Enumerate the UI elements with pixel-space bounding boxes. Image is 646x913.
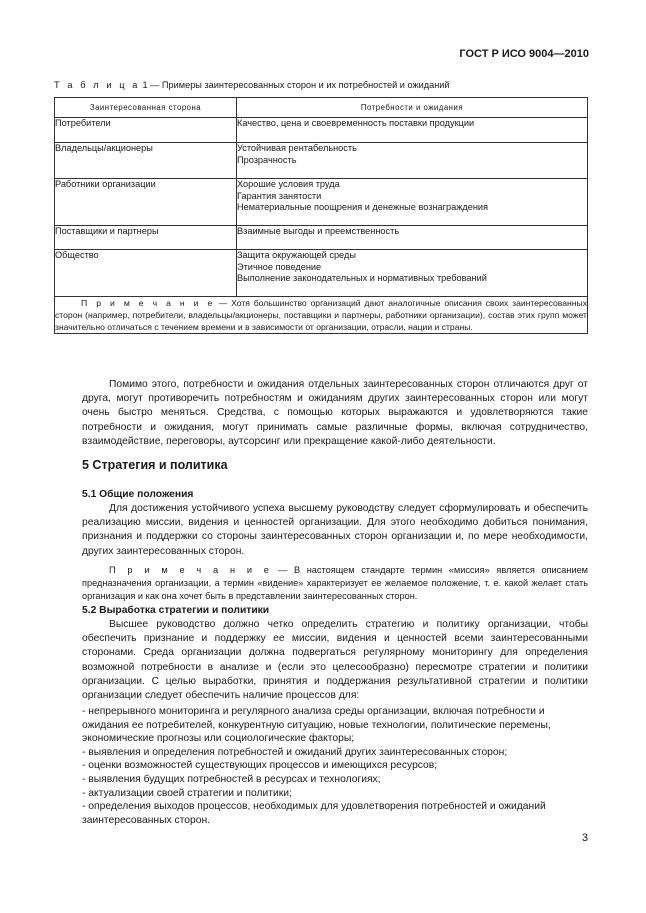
table-cell-party: Поставщики и партнеры [55, 226, 237, 250]
paragraph-text: Высшее руководство должно четко определить стратегию и политику организации, чтобы обеспечить признание и поддержку ее миссии, видения и ценностей всеми заинтересованными сторонами. Среда организации должна подвергаться регулярному мониторингу для определения возможной потребности в анализе и (если это целесообразно) пересмотре стратегии и политики организации. С целью выработки, принятия и поддержания результативной стратегии и политики организации следует обеспечить наличие процессов для: [82, 619, 588, 702]
list-item: - выявления и определения потребностей и ожиданий других заинтересованных сторон; [82, 746, 508, 758]
table-row [55, 250, 588, 297]
process-list [82, 705, 588, 827]
needs-line: Устойчивая рентабельность [237, 143, 357, 153]
section-5-1-heading: 5.1 Общие положения [82, 489, 194, 500]
table-note [55, 297, 588, 334]
table-note-text: — Хотя большинство организаций дают аналогичные описания своих заинтересованных сторон (например, потребители, владельцы/акционеры, поставщики и партнеры, работники организации), состав этих групп может значительно отличаться с течением времени и в зависимости от организации, отрасли, нации и страны. [55, 298, 587, 332]
table-caption-prefix: Т а б л и ц а [54, 80, 140, 90]
page-number: 3 [581, 832, 588, 844]
needs-line: Этичное поведение [237, 261, 322, 272]
needs-line: Гарантия занятости [237, 190, 322, 201]
table-cell-needs [237, 143, 588, 179]
standard-designation: ГОСТ Р ИСО 9004—2010 [459, 48, 589, 60]
paragraph-stakeholder-needs [82, 378, 588, 449]
table-cell-needs [237, 250, 588, 297]
paragraph-text: Помимо этого, потребности и ожидания отдельных заинтересованных сторон отличаются друг от друга, могут противоречить потребностям и ожиданиям других заинтересованных сторон или могут очень быстро меняться. Средства, с помощью которых выражаются и удовлетворяются такие потребности и ожидания, могут принимать самые различные формы, включая сотрудничество, взаимодействие, переговоры, аутсорсинг или прекращение какой-либо деятельности. [82, 379, 588, 447]
note-text: — В настоящем стандарте термин «миссия» является описанием предназначения организации, а термин «видение» характеризует ее желаемое положение, т. е. какой желает стать организация и как она хочет быть в представлении заинтересованных сторон. [82, 565, 588, 601]
table-row [55, 118, 588, 143]
table-cell-party: Потребители [55, 118, 237, 143]
list-item: - актуализации своей стратегии и политики; [82, 787, 292, 799]
list-item: - оценки возможностей существующих процессов и имеющихся ресурсов; [82, 760, 438, 772]
list-item: - выявления будущих потребностей в ресурсах и технологиях; [82, 773, 381, 785]
table-caption [54, 80, 450, 90]
stakeholders-table [54, 97, 588, 334]
table-caption-text: 1 — Примеры заинтересованных сторон и их потребностей и ожиданий [139, 80, 450, 90]
section-5-heading: 5 Стратегия и политика [82, 458, 228, 472]
list-item: - непрерывного мониторинга и регулярного анализа среды организации, включая потребности и ожидания ее потребителей, конкурентную ситуацию, новые технологии, политические перемены, экономические прогнозы или социологические факторы; [82, 706, 551, 745]
table-cell-needs [237, 118, 588, 143]
table-cell-needs [237, 179, 588, 226]
section-5-1-note [82, 564, 588, 602]
list-item: - определения выходов процессов, необходимых для удовлетворения потребностей и ожиданий заинтересованных сторон. [82, 801, 546, 826]
paragraph-text: Для достижения устойчивого успеха высшему руководству следует сформулировать и обеспечить реализацию миссии, видения и ценностей организации. Для этого необходимо добиться понимания, признания и поддержки со стороны заинтересованных сторон организации и, по мере необходимости, других заинтересованных сторон. [82, 503, 588, 557]
table-cell-party: Общество [55, 250, 237, 297]
needs-line: Защита окружающей среды [237, 250, 356, 260]
needs-line: Качество, цена и своевременность поставки продукции [237, 118, 475, 128]
needs-line: Хорошие условия труда [237, 179, 340, 189]
table-cell-party: Работники организации [55, 179, 237, 226]
needs-line: Нематериальные поощрения и денежные вознаграждения [237, 202, 488, 212]
table-note-row [55, 297, 588, 334]
section-5-1-body [82, 502, 588, 559]
table-header-party: Заинтересованная сторона [55, 98, 237, 118]
table-note-prefix: П р и м е ч а н и е [81, 298, 215, 308]
needs-line: Прозрачность [237, 154, 297, 165]
needs-line: Взаимные выгоды и преемственность [237, 226, 400, 236]
needs-line: Выполнение законодательных и нормативных требований [237, 273, 487, 283]
table-row [55, 226, 588, 250]
table-row [55, 143, 588, 179]
table-cell-needs [237, 226, 588, 250]
section-5-2-body [82, 618, 588, 703]
section-5-2-heading: 5.2 Выработка стратегии и политики [82, 605, 270, 616]
table-cell-party: Владельцы/акционеры [55, 143, 237, 179]
note-prefix: П р и м е ч а н и е [109, 565, 272, 575]
table-row [55, 179, 588, 226]
table-header-needs: Потребности и ожидания [237, 98, 588, 118]
